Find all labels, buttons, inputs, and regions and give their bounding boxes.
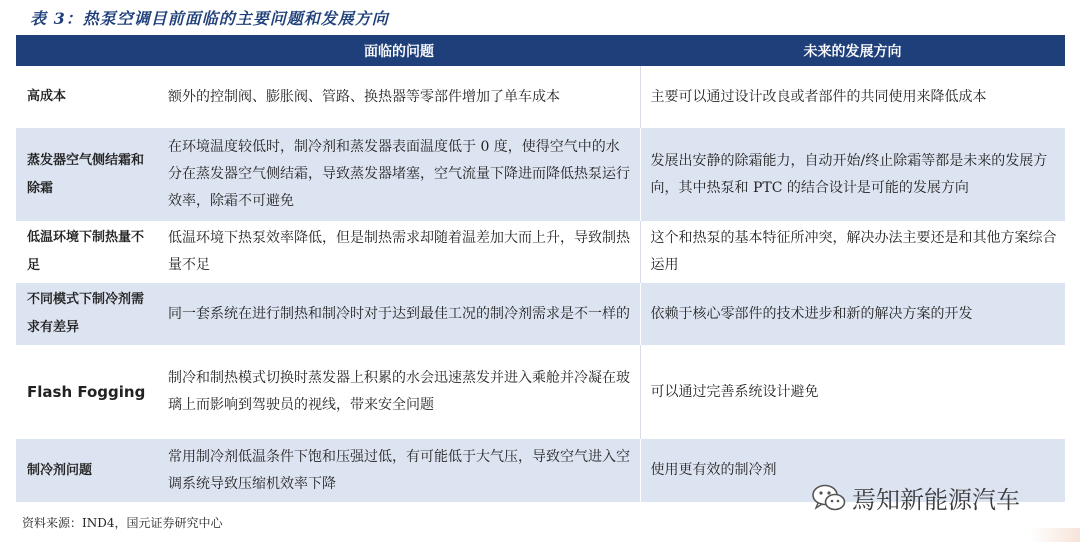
row-problem: 常用制冷剂低温条件下饱和压强过低，有可能低于大气压，导致空气进入空调系统导致压缩机效率下降	[158, 439, 640, 502]
header-problems: 面临的问题	[158, 35, 640, 66]
row-problem: 在环境温度较低时，制冷剂和蒸发器表面温度低于 0 度，使得空气中的水分在蒸发器空气侧结霜，导致蒸发器堵塞，空气流量下降进而降低热泵运行效率，除霜不可避免	[158, 128, 640, 221]
row-label: 低温环境下制热量不足	[16, 221, 158, 283]
row-direction: 使用更有效的制冷剂	[640, 439, 1065, 502]
row-problem: 同一套系统在进行制热和制冷时对于达到最佳工况的制冷剂需求是不一样的	[158, 283, 640, 345]
table-header-row	[16, 35, 1065, 66]
table-title: 表 3：热泵空调目前面临的主要问题和发展方向	[30, 9, 389, 28]
watermark-text: 焉知新能源汽车	[852, 486, 1020, 514]
row-direction: 这个和热泵的基本特征所冲突，解决办法主要还是和其他方案综合运用	[640, 221, 1065, 283]
row-label: 制冷剂问题	[16, 439, 158, 502]
row-problem: 额外的控制阀、膨胀阀、管路、换热器等零部件增加了单车成本	[158, 66, 640, 128]
row-direction: 主要可以通过设计改良或者部件的共同使用来降低成本	[640, 66, 1065, 128]
row-problem: 低温环境下热泵效率降低，但是制热需求却随着温差加大而上升，导致制热量不足	[158, 221, 640, 283]
corner-accent	[1030, 528, 1080, 542]
issues-table	[16, 35, 1065, 502]
row-problem: 制冷和制热模式切换时蒸发器上积累的水会迅速蒸发并进入乘舱并冷凝在玻璃上而影响到驾驶员的视线，带来安全问题	[158, 345, 640, 439]
table-row	[16, 345, 1065, 439]
header-empty	[16, 35, 158, 66]
table-row	[16, 221, 1065, 283]
table-row	[16, 128, 1065, 221]
row-direction: 可以通过完善系统设计避免	[640, 345, 1065, 439]
table-row	[16, 283, 1065, 345]
table-row	[16, 66, 1065, 128]
wechat-icon	[812, 484, 846, 512]
watermark	[812, 480, 1020, 515]
row-label: 高成本	[16, 66, 158, 128]
source-note: 资料来源：IND4，国元证券研究中心	[22, 516, 223, 530]
row-label: 不同模式下制冷剂需求有差异	[16, 283, 158, 345]
row-direction: 依赖于核心零部件的技术进步和新的解决方案的开发	[640, 283, 1065, 345]
row-label: 蒸发器空气侧结霜和除霜	[16, 128, 158, 221]
row-label: Flash Fogging	[16, 345, 158, 439]
row-direction: 发展出安静的除霜能力，自动开始/终止除霜等都是未来的发展方向，其中热泵和 PTC 的结合设计是可能的发展方向	[640, 128, 1065, 221]
header-directions: 未来的发展方向	[640, 35, 1065, 66]
